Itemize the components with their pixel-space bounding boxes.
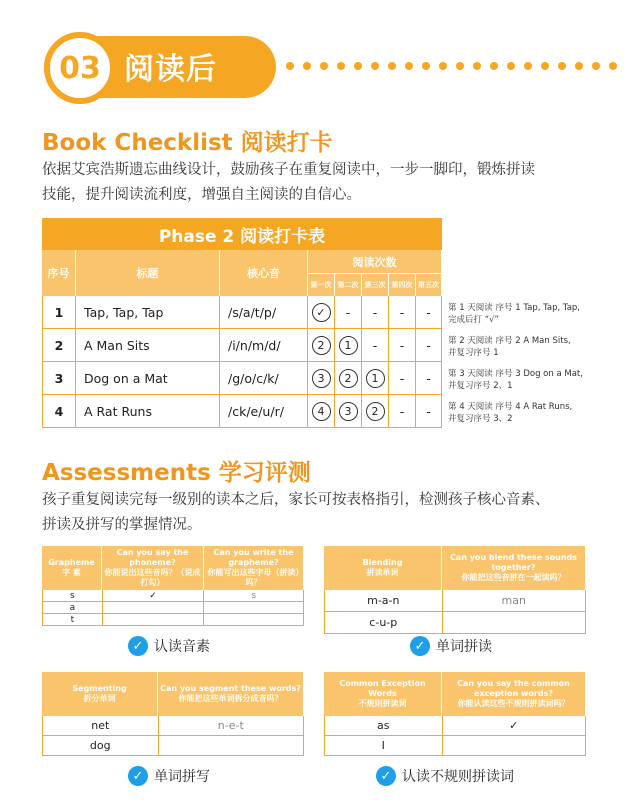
row-title: Tap, Tap, Tap bbox=[76, 296, 220, 328]
phase-table-header: 序号 标题 核心音 阅读次数 第一次 第二次 第三次 第四次 第五次 bbox=[42, 250, 442, 296]
row-no: 2 bbox=[42, 329, 76, 361]
empty-mark: - bbox=[416, 395, 442, 427]
grapheme-table: Grapheme 字 素 Can you say the phoneme? 你能说出这些音吗？（说成打勾） Can you write the grapheme? 你能写出这些字母（拼读）吗？ s ✓ s a t bbox=[42, 546, 304, 626]
phase-notes bbox=[448, 298, 628, 430]
exception-caption: ✓ 认读不规则拼读词 bbox=[376, 766, 514, 786]
row-no: 3 bbox=[42, 362, 76, 394]
row-core: /g/o/c/k/ bbox=[220, 362, 308, 394]
decorative-dots bbox=[286, 62, 630, 74]
segmenting-table: Segmenting 拆分单词 Can you segment these words? 你能把这些单词拆分成音吗？ net n-e-t dog bbox=[42, 672, 304, 756]
empty-mark: - bbox=[416, 329, 442, 361]
phase-table bbox=[42, 218, 442, 428]
empty-mark: - bbox=[389, 362, 416, 394]
read-mark-circle: 2 bbox=[366, 402, 385, 421]
empty-mark: - bbox=[416, 296, 442, 328]
empty-mark: - bbox=[389, 329, 416, 361]
row-title: Dog on a Mat bbox=[76, 362, 220, 394]
row-core: /i/n/m/d/ bbox=[220, 329, 308, 361]
table-row bbox=[42, 296, 442, 329]
row-no: 1 bbox=[42, 296, 76, 328]
check-icon: ✓ bbox=[128, 636, 148, 656]
read-mark-circle: 4 bbox=[312, 402, 331, 421]
row-note: 第 3 天阅读 序号 3 Dog on a Mat, 并复习序号 2、1 bbox=[448, 369, 583, 391]
table-row bbox=[42, 362, 442, 395]
row-note: 第 4 天阅读 序号 4 A Rat Runs, 并复习序号 3、2 bbox=[448, 402, 573, 424]
read-mark-circle: 1 bbox=[339, 336, 358, 355]
assessments-paragraph: 孩子重复阅读完每一级别的读本之后，家长可按表格指引，检测孩子核心音素、 拼读及拼写的掌握情况。 bbox=[42, 492, 550, 533]
section-number: 03 bbox=[59, 50, 101, 86]
read-mark-circle: 2 bbox=[312, 336, 331, 355]
row-core: /ck/e/u/r/ bbox=[220, 395, 308, 427]
blending-table: Blending 拼读单词 Can you blend these sounds together? 你能把这些音拼在一起读吗？ m-a-n man c-u-p bbox=[324, 546, 586, 634]
row-no: 4 bbox=[42, 395, 76, 427]
exception-table: Common Exception Words 不规则拼读词 Can you say the common exception words? 你能认读这些不规则拼读词吗？ as ✓ I bbox=[324, 672, 586, 756]
checklist-heading: Book Checklist 阅读打卡 bbox=[42, 130, 333, 156]
check-icon: ✓ bbox=[128, 766, 148, 786]
row-core: /s/a/t/p/ bbox=[220, 296, 308, 328]
table-row bbox=[42, 329, 442, 362]
read-mark-circle: 3 bbox=[312, 369, 331, 388]
table-row bbox=[42, 395, 442, 428]
empty-mark: - bbox=[335, 296, 362, 328]
empty-mark: - bbox=[389, 395, 416, 427]
section-number-circle bbox=[44, 32, 116, 104]
empty-mark: - bbox=[416, 362, 442, 394]
checklist-paragraph: 依据艾宾浩斯遗忘曲线设计，鼓励孩子在重复阅读中，一步一脚印，锻炼拼读 技能，提升阅读流利度，增强自主阅读的自信心。 bbox=[42, 162, 535, 203]
section-title: 阅读后 bbox=[124, 52, 217, 87]
read-mark-circle: 3 bbox=[339, 402, 358, 421]
row-title: A Rat Runs bbox=[76, 395, 220, 427]
row-note: 第 2 天阅读 序号 2 A Man Sits, 并复习序号 1 bbox=[448, 336, 571, 358]
row-title: A Man Sits bbox=[76, 329, 220, 361]
read-mark-circle: ✓ bbox=[312, 303, 331, 322]
read-mark-circle: 2 bbox=[339, 369, 358, 388]
empty-mark: - bbox=[389, 296, 416, 328]
empty-mark: - bbox=[362, 329, 389, 361]
read-mark-circle: 1 bbox=[366, 369, 385, 388]
check-icon: ✓ bbox=[410, 636, 430, 656]
check-icon: ✓ bbox=[376, 766, 396, 786]
empty-mark: - bbox=[362, 296, 389, 328]
blending-caption: ✓ 单词拼读 bbox=[410, 636, 492, 656]
row-note: 第 1 天阅读 序号 1 Tap, Tap, Tap, 完成后打 “√” bbox=[448, 303, 581, 325]
phase-table-title: Phase 2 阅读打卡表 bbox=[42, 218, 442, 250]
grapheme-caption: ✓ 认读音素 bbox=[128, 636, 210, 656]
assessments-heading: Assessments 学习评测 bbox=[42, 460, 311, 486]
segmenting-caption: ✓ 单词拼写 bbox=[128, 766, 210, 786]
